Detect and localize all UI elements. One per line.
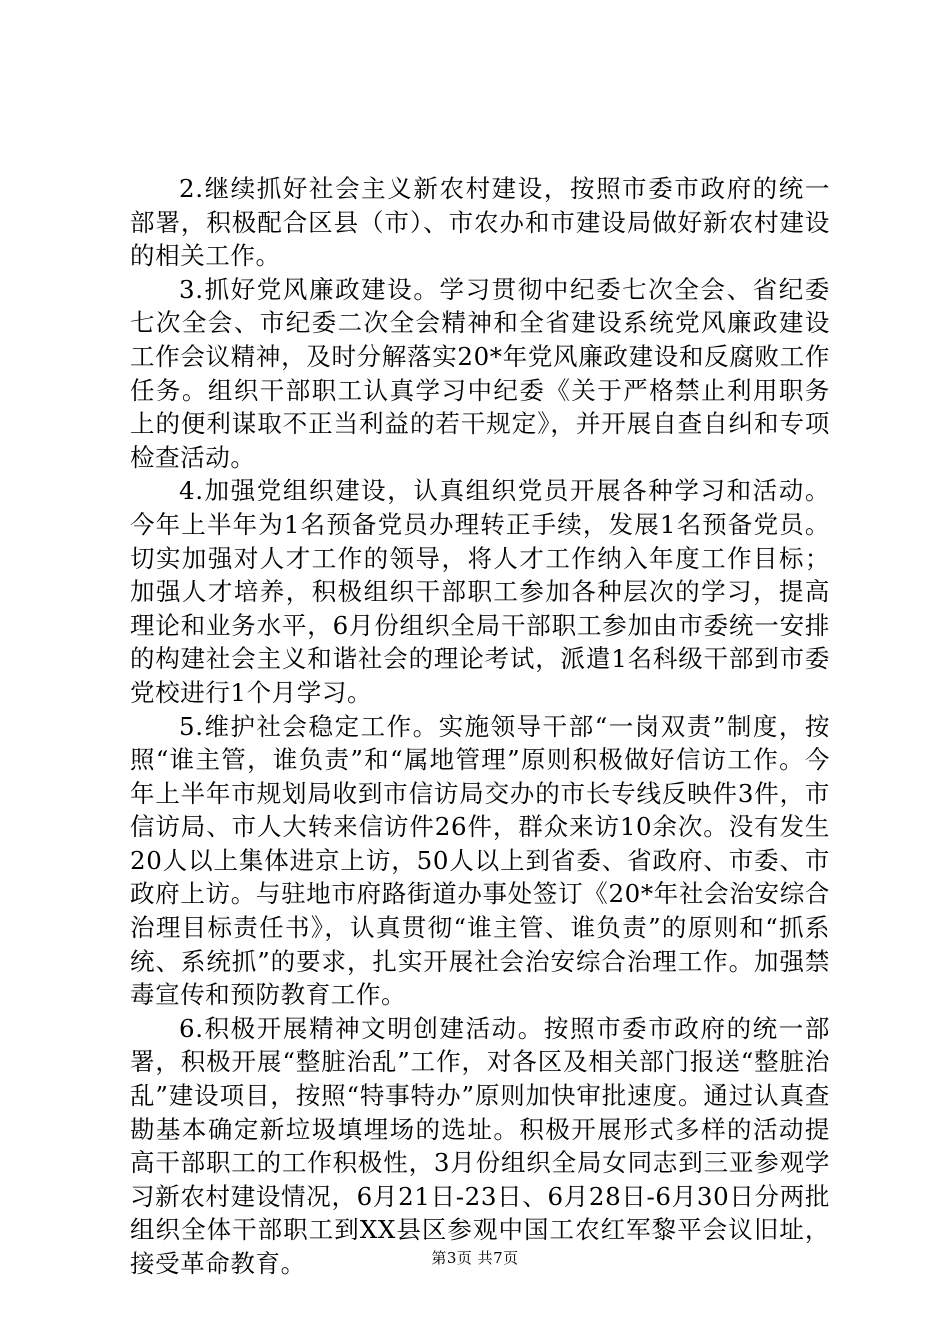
document-body <box>130 172 830 1281</box>
paragraph-item-5: 5.维护社会稳定工作。实施领导干部“一岗双责”制度，按照“谁主管，谁负责”和“属地管理”原则积极做好信访工作。今年上半年市规划局收到市信访局交办的市长专线反映件3件，市信访局、市人大转来信访件26件，群众来访10余次。没有发生20人以上集体进京上访，50人以上到省委、省政府、市委、市政府上访。与驻地市府路街道办事处签订《20*年社会治安综合治理目标责任书》，认真贯彻“谁主管、谁负责”的原则和“抓系统、系统抓”的要求，扎实开展社会治安综合治理工作。加强禁毒宣传和预防教育工作。 <box>130 711 830 1010</box>
page-number-footer: 第3页 共7页 <box>431 1249 519 1267</box>
paragraph-item-2: 2.继续抓好社会主义新农村建设，按照市委市政府的统一部署，积极配合区县（市）、市农办和市建设局做好新农村建设的相关工作。 <box>130 174 830 271</box>
paragraph-item-4: 4.加强党组织建设，认真组织党员开展各种学习和活动。今年上半年为1名预备党员办理转正手续，发展1名预备党员。切实加强对人才工作的领导，将人才工作纳入年度工作目标；加强人才培养，积极组织干部职工参加各种层次的学习，提高理论和业务水平，6月份组织全局干部职工参加由市委统一安排的构建社会主义和谐社会的理论考试，派遣1名科级干部到市委党校进行1个月学习。 <box>130 476 830 707</box>
paragraph-item-6: 6.积极开展精神文明创建活动。按照市委市政府的统一部署，积极开展“整脏治乱”工作，对各区及相关部门报送“整脏治乱”建设项目，按照“特事特办”原则加快审批速度。通过认真查勘基本确定新垃圾填埋场的选址。积极开展形式多样的活动提高干部职工的工作积极性，3月份组织全局女同志到三亚参观学习新农村建设情况，6月21日-23日、6月28日-6月30日分两批组织全体干部职工到XX县区参观中国工农红军黎平会议旧址，接受革命教育。 <box>130 1013 830 1278</box>
paragraph-item-3: 3.抓好党风廉政建设。学习贯彻中纪委七次全会、省纪委七次全会、市纪委二次全会精神和全省建设系统党风廉政建设工作会议精神，及时分解落实20*年党风廉政建设和反腐败工作任务。组织干部职工认真学习中纪委《关于严格禁止利用职务上的便利谋取不正当利益的若干规定》，并开展自查自纠和专项检查活动。 <box>130 274 830 472</box>
